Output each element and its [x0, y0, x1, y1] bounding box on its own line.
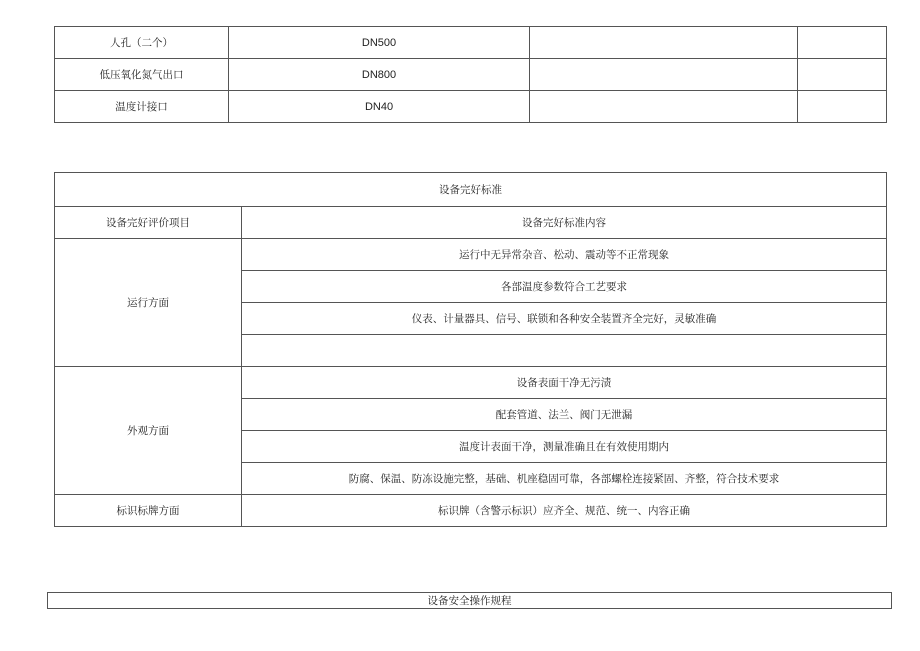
nozzle-name: 人孔（二个） [55, 27, 229, 59]
table-title: 设备完好标准 [55, 173, 887, 207]
standard-content: 运行中无异常杂音、松动、震动等不正常现象 [242, 239, 887, 271]
nozzle-name: 低压氧化氮气出口 [55, 59, 229, 91]
operation-procedure-table [47, 592, 892, 609]
equipment-standard-table [54, 172, 887, 527]
table-row [55, 27, 887, 59]
standard-content: 标识牌（含警示标识）应齐全、规范、统一、内容正确 [242, 495, 887, 527]
standard-content: 仪表、计量器具、信号、联锁和各种安全装置齐全完好，灵敏准确 [242, 303, 887, 335]
table-header-row [55, 207, 887, 239]
empty-cell [530, 91, 798, 123]
evaluation-item: 标识标牌方面 [55, 495, 242, 527]
column-header-content: 设备完好标准内容 [242, 207, 887, 239]
table-title-row [55, 173, 887, 207]
table-row [55, 367, 887, 399]
table-row [55, 239, 887, 271]
empty-cell [798, 91, 887, 123]
table-row [55, 91, 887, 123]
nozzle-name: 温度计接口 [55, 91, 229, 123]
standard-content: 设备表面干净无污渍 [242, 367, 887, 399]
standard-content: 各部温度参数符合工艺要求 [242, 271, 887, 303]
table-row [55, 59, 887, 91]
nozzle-size: DN500 [229, 27, 530, 59]
table-title: 设备安全操作规程 [48, 593, 892, 609]
nozzle-table [54, 26, 887, 123]
table-row [55, 495, 887, 527]
evaluation-item: 外观方面 [55, 367, 242, 495]
standard-content [242, 335, 887, 367]
column-header-item: 设备完好评价项目 [55, 207, 242, 239]
standard-content: 防腐、保温、防冻设施完整，基础、机座稳固可靠，各部螺栓连接紧固、齐整，符合技术要求 [242, 463, 887, 495]
standard-content: 配套管道、法兰、阀门无泄漏 [242, 399, 887, 431]
nozzle-size: DN40 [229, 91, 530, 123]
empty-cell [530, 59, 798, 91]
empty-cell [798, 59, 887, 91]
empty-cell [798, 27, 887, 59]
standard-content: 温度计表面干净，测量准确且在有效使用期内 [242, 431, 887, 463]
empty-cell [530, 27, 798, 59]
evaluation-item: 运行方面 [55, 239, 242, 367]
nozzle-size: DN800 [229, 59, 530, 91]
table-title-row [48, 593, 892, 609]
